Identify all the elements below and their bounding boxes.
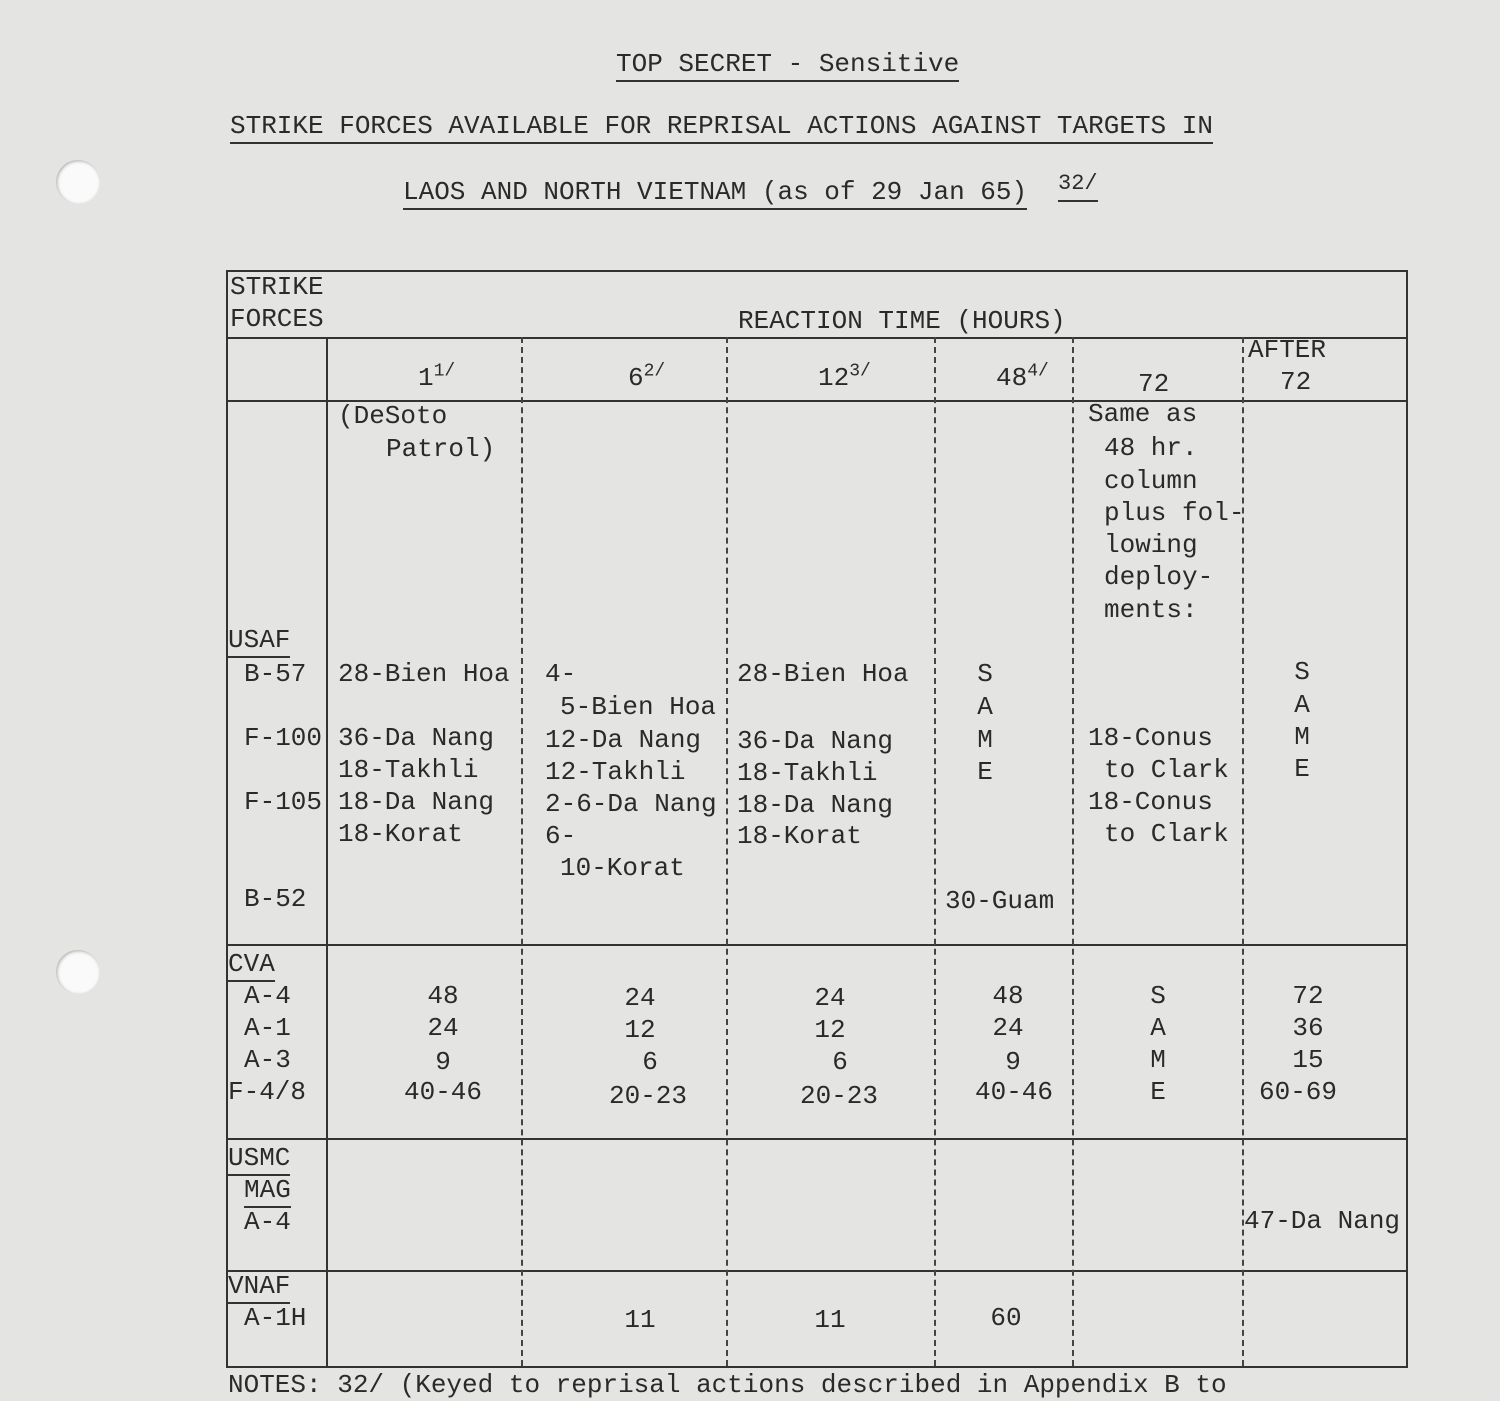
cva-c6-a3: 15 — [1292, 1045, 1324, 1075]
same-as-line2: 48 hr. — [1104, 433, 1198, 463]
usaf-c4-b52: 30-Guam — [945, 886, 1055, 916]
notes-line: NOTES: 32/ (Keyed to reprisal actions described in Appendix B to — [228, 1370, 1227, 1400]
usaf-c2-f105-b: 6- — [545, 821, 577, 851]
column-divider-4 — [934, 337, 936, 1366]
usaf-c1-f105-a: 18-Da Nang — [338, 787, 495, 817]
same-as-line3: column — [1104, 466, 1198, 496]
usaf-c3-b57: 28-Bien Hoa — [737, 659, 909, 689]
cva-c4-a3: 9 — [1005, 1047, 1021, 1077]
table-top-border — [226, 270, 1408, 272]
usaf-c2-f105-a: 2-6-Da Nang — [545, 789, 717, 819]
col-header-6: $6^{2/}$ — [628, 361, 666, 393]
reaction-time-header: REACTION TIME (HOURS) — [738, 306, 1066, 336]
row-label-f105: F-105 — [244, 787, 323, 817]
column-divider-2 — [521, 337, 523, 1366]
usaf-c1-f105-b: 18-Korat — [338, 819, 463, 849]
cva-c1-f48: 40-46 — [403, 1077, 482, 1107]
usmc-a4-label: A-4 — [244, 1207, 291, 1237]
usaf-c3-f105-a: 18-Da Nang — [737, 790, 894, 820]
usaf-c1-f100-b: 18-Takhli — [338, 755, 479, 785]
vnaf-c4-value: 60 — [990, 1303, 1022, 1333]
vnaf-c2-value: 11 — [624, 1305, 656, 1335]
cva-c5-same-a: A — [1150, 1013, 1166, 1043]
usaf-c2-f100-b: 12-Takhli — [545, 757, 686, 787]
cva-c5-same-s: S — [1150, 981, 1166, 1011]
vnaf-c3-value: 11 — [814, 1305, 846, 1335]
row-label-a3: A-3 — [244, 1045, 291, 1075]
vnaf-section-label: VNAF — [228, 1270, 290, 1304]
cva-c1-a1: 24 — [427, 1013, 459, 1043]
same-as-line7: ments: — [1104, 595, 1198, 625]
usaf-c2-f105-c: 10-Korat — [560, 853, 685, 883]
cva-c6-a4: 72 — [1292, 981, 1324, 1011]
binder-hole-bottom — [56, 950, 100, 994]
row-label-f100: F-100 — [244, 723, 323, 753]
cva-c4-a4: 48 — [992, 981, 1024, 1011]
column-divider-5 — [1072, 337, 1074, 1366]
same-as-line1: Same as — [1088, 399, 1198, 429]
cva-c1-a4: 48 — [427, 981, 459, 1011]
usaf-c5-f105-b: to Clark — [1104, 819, 1229, 849]
usaf-c6-same-e: E — [1294, 754, 1310, 784]
same-as-line5: lowing — [1104, 530, 1198, 560]
cva-c2-a1: 12 — [624, 1015, 656, 1045]
table-bottom-border — [226, 1366, 1408, 1368]
usaf-c2-b57-a: 4- — [545, 659, 577, 689]
title-footnote-ref: 32/ — [1058, 168, 1098, 202]
cva-section-label: CVA — [228, 948, 275, 982]
table-left-border — [226, 270, 228, 1366]
col-header-after: AFTER — [1248, 335, 1327, 365]
row-label-a1: A-1 — [244, 1013, 291, 1043]
binder-hole-top — [56, 160, 100, 204]
usaf-c6-same-a: A — [1294, 690, 1310, 720]
usaf-c4-same-m: M — [977, 725, 993, 755]
same-as-line6: deploy- — [1104, 562, 1214, 592]
col-header-1: $1^{1/}$ — [418, 361, 456, 393]
usaf-c4-same-a: A — [977, 692, 993, 722]
vnaf-a1h-label: A-1H — [244, 1303, 307, 1333]
usmc-c6-value: 47-Da Nang — [1244, 1206, 1401, 1236]
usaf-c1-b57: 28-Bien Hoa — [338, 659, 510, 689]
row-label-b57: B-57 — [244, 659, 307, 689]
cva-c3-a4: 24 — [814, 983, 846, 1013]
cva-c3-f48: 20-23 — [799, 1081, 878, 1111]
corner-label-forces: FORCES — [230, 304, 324, 334]
usaf-c5-f105-a: 18-Conus — [1088, 787, 1213, 817]
row-label-b52: B-52 — [244, 884, 307, 914]
cva-c6-f48: 60-69 — [1258, 1077, 1337, 1107]
row-label-a4: A-4 — [244, 981, 291, 1011]
usaf-c3-f100-b: 18-Takhli — [737, 758, 878, 788]
cva-c1-a3: 9 — [435, 1047, 451, 1077]
usaf-section-label: USAF — [228, 624, 290, 658]
same-as-line4: plus fol- — [1104, 498, 1245, 528]
column-divider-1 — [326, 337, 328, 1366]
desoto-note-line1: (DeSoto — [338, 401, 448, 431]
usaf-c2-f100-a: 12-Da Nang — [545, 725, 702, 755]
cva-c5-same-m: M — [1150, 1045, 1166, 1075]
usaf-c1-f100-a: 36-Da Nang — [338, 723, 495, 753]
table-right-border — [1406, 270, 1408, 1366]
document-title-line2: LAOS AND NORTH VIETNAM (as of 29 Jan 65) — [403, 176, 1027, 210]
column-divider-3 — [726, 337, 728, 1366]
cva-c2-f48: 20-23 — [608, 1081, 687, 1111]
corner-label-strike: STRIKE — [230, 272, 324, 302]
col-header-48: $48^{4/}$ — [996, 361, 1049, 393]
header-row-border — [226, 337, 1408, 339]
document-title-line1: STRIKE FORCES AVAILABLE FOR REPRISAL ACTIONS AGAINST TARGETS IN — [230, 110, 1213, 144]
usaf-c3-f100-a: 36-Da Nang — [737, 726, 894, 756]
cva-c2-a3: 6 — [642, 1047, 658, 1077]
cva-c3-a3: 6 — [832, 1047, 848, 1077]
usmc-section-label: USMC — [228, 1142, 290, 1176]
usmc-section-bottom — [226, 1270, 1408, 1272]
cva-c5-same-e: E — [1150, 1077, 1166, 1107]
cva-section-bottom — [226, 1138, 1408, 1140]
classification-marking: TOP SECRET - Sensitive — [616, 48, 959, 82]
usaf-c4-same-e: E — [977, 757, 993, 787]
usaf-c4-same-s: S — [977, 659, 993, 689]
usaf-c6-same-m: M — [1294, 722, 1310, 752]
cva-c4-f48: 40-46 — [974, 1077, 1053, 1107]
col-header-72: 72 — [1138, 369, 1170, 399]
usmc-mag-label: MAG — [244, 1174, 291, 1208]
usaf-c3-f105-b: 18-Korat — [737, 821, 862, 851]
cva-c3-a1: 12 — [814, 1015, 846, 1045]
cva-c6-a1: 36 — [1292, 1013, 1324, 1043]
row-label-f48: F-4/8 — [228, 1077, 307, 1107]
col-header-after-72: 72 — [1280, 367, 1312, 397]
cva-c4-a1: 24 — [992, 1013, 1024, 1043]
usaf-section-bottom — [226, 944, 1408, 946]
desoto-note-line2: Patrol) — [386, 434, 496, 464]
usaf-c5-f100-a: 18-Conus — [1088, 723, 1213, 753]
usaf-c5-f100-b: to Clark — [1104, 755, 1229, 785]
usaf-c6-same-s: S — [1294, 657, 1310, 687]
cva-c2-a4: 24 — [624, 983, 656, 1013]
usaf-c2-b57-b: 5-Bien Hoa — [560, 692, 717, 722]
col-header-12: $12^{3/}$ — [818, 361, 871, 393]
